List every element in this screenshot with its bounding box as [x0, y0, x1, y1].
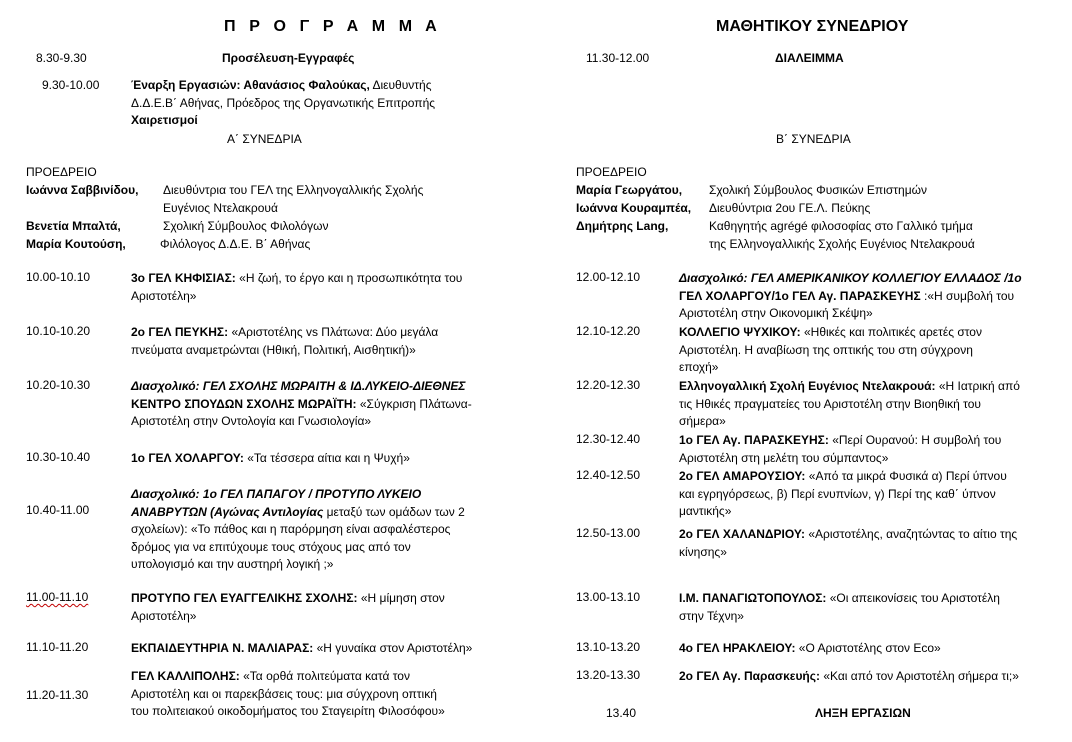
presenter-name: Διασχολικό: 1ο ΓΕΛ ΠΑΠΑΓΟΥ / ΠΡΟΤΥΠΟ ΛΥΚΕΙΟ — [131, 487, 422, 501]
presenter-name: ΓΕΛ ΚΑΛΛΙΠΟΛΗΣ: — [131, 669, 240, 683]
presentation-line — [679, 544, 1017, 562]
session-presentation — [679, 378, 1020, 431]
session-time: 12.20-12.30 — [576, 378, 641, 392]
presentation-line — [131, 590, 445, 608]
presentation-title: Αριστοτέλη» — [131, 288, 197, 303]
session-time: 10.20-10.30 — [26, 378, 91, 392]
session-time: 10.30-10.40 — [26, 450, 91, 464]
presentation-line — [679, 342, 982, 360]
arrival-time: 8.30-9.30 — [36, 51, 87, 65]
session-b-heading: Β΄ ΣΥΝΕΔΡΙΑ — [776, 132, 851, 146]
presentation-title: στην Τέχνη» — [679, 608, 744, 623]
presentation-title: «Περί Ουρανού: Η συμβολή του — [828, 433, 1002, 447]
session-b-member-role: Σχολική Σύμβουλος Φυσικών Επιστημών — [709, 183, 927, 197]
presentation-line — [131, 288, 462, 306]
presentation-title: «Τα τέσσερα αίτια και η Ψυχή» — [243, 451, 410, 465]
session-b-member-name: Μαρία Γεωργάτου, — [576, 183, 683, 197]
session-a-heading: Α΄ ΣΥΝΕΔΡΙΑ — [227, 132, 302, 146]
presentation-line — [131, 668, 445, 686]
session-a-member-name: Ιωάννα Σαββινίδου, — [26, 183, 139, 197]
presentation-title: κίνησης» — [679, 544, 727, 559]
closing-label: ΛΗΞΗ ΕΡΓΑΣΙΩΝ — [815, 706, 911, 720]
session-presentation — [679, 324, 982, 377]
closing-time: 13.40 — [606, 706, 637, 720]
presentation-title: του πολιτειακού οικοδομήματος του Σταγειρίτη Φιλοσόφου» — [131, 704, 445, 718]
left-title: Π Ρ Ο Γ Ρ Α Μ Μ Α — [224, 18, 442, 35]
session-time: 10.40-11.00 — [26, 503, 90, 517]
presenter-name: 2ο ΓΕΛ ΧΑΛΑΝΔΡΙΟΥ: — [679, 527, 805, 541]
break-time: 11.30-12.00 — [586, 51, 650, 65]
presenter-name: 4ο ΓΕΛ ΗΡΑΚΛΕΙΟΥ: — [679, 641, 796, 655]
presenter-name: ΠΡΟΤΥΠΟ ΓΕΛ ΕΥΑΓΓΕΛΙΚΗΣ ΣΧΟΛΗΣ: — [131, 591, 358, 605]
presentation-line — [679, 413, 1020, 431]
presentation-title: «Σύγκριση Πλάτωνα- — [356, 396, 472, 411]
session-presentation — [131, 640, 472, 658]
presentation-title: «Η Ιατρική από — [935, 379, 1020, 393]
presentation-title: «Από τα μικρά Φυσικά α) Περί ύπνου — [805, 469, 1007, 483]
presentation-line — [679, 305, 1022, 323]
session-time: 13.00-13.10 — [576, 590, 641, 604]
presentation-line — [131, 413, 472, 431]
session-time: 13.10-13.20 — [576, 640, 641, 654]
right-title: ΜΑΘΗΤΙΚΟΥ ΣΥΝΕΔΡΙΟΥ — [716, 18, 909, 35]
presentation-line — [679, 608, 1000, 626]
presentation-title: πνεύματα αναμετρώνται (Ηθική, Πολιτική, Αισθητική)» — [131, 342, 416, 357]
session-presentation — [679, 468, 1007, 521]
presentation-title: και εγρηγόρσεως, β) Περί ενυπνίων, γ) Περί της καθ΄ ύπνον — [679, 486, 996, 501]
opening-text — [131, 77, 435, 130]
presenter-name: ΚΕΝΤΡΟ ΣΠΟΥΔΩΝ ΣΧΟΛΗΣ ΜΩΡΑΪΤΗ: — [131, 396, 357, 411]
presentation-line — [679, 668, 1019, 686]
presenter-name: Διασχολικό: ΓΕΛ ΑΜΕΡΙΚΑΝΙΚΟΥ ΚΟΛΛΕΓΙΟΥ ΕΛΛΑΔΟΣ /1ο — [679, 271, 1022, 285]
presentation-line — [131, 504, 465, 522]
presentation-line — [679, 640, 941, 658]
presentation-line — [131, 270, 462, 288]
opening-speaker: Έναρξη Εργασιών: Αθανάσιος Φαλούκας, — [131, 78, 370, 92]
presenter-name: 3ο ΓΕΛ ΚΗΦΙΣΙΑΣ: — [131, 271, 236, 285]
session-presentation — [679, 432, 1001, 467]
presenter-name: 2ο ΓΕΛ ΑΜΑΡΟΥΣΙΟΥ: — [679, 469, 806, 483]
presentation-title: Αριστοτέλη» — [131, 608, 197, 623]
session-b-member-role: Καθηγητής agrégé φιλοσοφίας στο Γαλλικό τμήμα της Ελληνογαλλικής Σχολής Ευγένιος Ντελακρουά — [709, 219, 975, 251]
session-b-member-name: Δημήτρης Lang, — [576, 219, 669, 233]
greetings-label: Χαιρετισμοί — [131, 113, 198, 127]
session-time: 12.30-12.40 — [576, 432, 641, 446]
session-a-member-role: Φιλόλογος Δ.Δ.Ε. Β΄ Αθήνας — [160, 237, 311, 251]
session-time: 13.20-13.30 — [576, 668, 641, 682]
presentation-line — [131, 703, 445, 721]
presentation-line — [679, 359, 982, 377]
opening-time: 9.30-10.00 — [42, 78, 100, 92]
presentation-line — [679, 270, 1022, 288]
session-time: 10.10-10.20 — [26, 324, 91, 338]
presentation-title: «Η ζωή, το έργο και η προσωπικότητα του — [235, 271, 463, 285]
presentation-line — [679, 468, 1007, 486]
presentation-line — [131, 556, 465, 574]
session-presentation — [679, 668, 1019, 686]
presentation-title: «Η μίμηση στον — [357, 591, 445, 605]
session-a-member-name: Μαρία Κουτούση, — [26, 237, 126, 251]
presenter-name: 1ο ΓΕΛ Αγ. ΠΑΡΑΣΚΕΥΗΣ: — [679, 433, 829, 447]
session-time: 11.00-11.10 — [26, 590, 89, 604]
presentation-line — [131, 378, 472, 396]
presenter-name: ΕΚΠΑΙΔΕΥΤΗΡΙΑ Ν. ΜΑΛΙΑΡΑΣ: — [131, 641, 314, 655]
presenter-name: 2ο ΓΕΛ ΠΕΥΚΗΣ: — [131, 325, 229, 339]
presentation-title: δρόμος για να επιτύχουμε τους στόχους μας από τον — [131, 539, 411, 554]
presentation-title: Αριστοτέλη στην Οικονομική Σκέψη» — [679, 306, 873, 320]
presentation-title: τις Ηθικές πραγματείες του Αριστοτέλη στην Βιοηθική του — [679, 396, 981, 411]
presentation-title: εποχή» — [679, 360, 719, 374]
presenter-name: 1ο ΓΕΛ ΧΟΛΑΡΓΟΥ: — [131, 451, 244, 465]
presentation-title: «Και από τον Αριστοτέλη σήμερα τι;» — [820, 669, 1019, 683]
presentation-title: «Ο Αριστοτέλης στον Eco» — [795, 641, 941, 655]
opening-role-line2: Δ.Δ.Ε.Β΄ Αθήνας, Πρόεδρος της Οργανωτικής Επιτροπής — [131, 95, 436, 110]
presenter-name: ΓΕΛ ΧΟΛΑΡΓΟΥ/1ο ΓΕΛ Αγ. ΠΑΡΑΣΚΕΥΗΣ — [679, 288, 921, 303]
session-presentation — [679, 590, 1000, 625]
arrival-label: Προσέλευση-Εγγραφές — [222, 51, 355, 65]
presentation-title: Αριστοτέλη. Η αναβίωση της οπτικής του στη σύγχρονη — [679, 342, 973, 357]
presentation-title: «Τα ορθά πολιτεύματα κατά τον — [239, 669, 410, 683]
presentation-line — [679, 324, 982, 342]
session-time: 12.40-12.50 — [576, 468, 641, 482]
presenter-name: ΑΝΑΒΡΥΤΩΝ (Αγώνας Αντιλογίας — [131, 504, 324, 519]
session-time: 11.10-11.20 — [26, 640, 89, 654]
session-presentation — [131, 590, 445, 625]
presentation-title: μαντικής» — [679, 504, 732, 518]
session-time: 12.50-13.00 — [576, 526, 641, 540]
session-time: 10.00-10.10 — [26, 270, 91, 284]
presenter-name: Ελληνογαλλική Σχολή Ευγένιος Ντελακρουά: — [679, 379, 936, 393]
presentation-line — [679, 503, 1007, 521]
opening-role: Διευθυντής — [369, 78, 432, 92]
presentation-title: υπολογισμό και την αυστηρή λογική ;» — [131, 557, 334, 571]
session-presentation — [131, 486, 465, 574]
presentation-line — [131, 608, 445, 626]
presentation-title: :«Η συμβολή του — [920, 288, 1015, 303]
presentation-line — [679, 486, 1007, 504]
presentation-line — [679, 450, 1001, 468]
session-presentation — [679, 270, 1022, 323]
session-a-member-role: Σχολική Σύμβουλος Φιλολόγων — [163, 219, 329, 233]
presentation-title: «Η γυναίκα στον Αριστοτέλη» — [313, 641, 473, 655]
presentation-line — [131, 396, 472, 414]
presentation-title: «Αριστοτέλης vs Πλάτωνα: Δύο μεγάλα — [228, 325, 439, 339]
presentation-title: «Ηθικές και πολιτικές αρετές στον — [800, 325, 982, 339]
presenter-name: 2ο ΓΕΛ Αγ. Παρασκευής: — [679, 669, 820, 683]
session-presentation — [679, 526, 1017, 561]
presentation-title: Αριστοτέλη στην Οντολογία και Γνωσιολογία» — [131, 414, 372, 428]
session-presentation — [131, 450, 410, 468]
presentation-line — [679, 396, 1020, 414]
presentation-line — [679, 590, 1000, 608]
session-presentation — [679, 640, 941, 658]
session-time: 11.20-11.30 — [26, 688, 89, 702]
session-presentation — [131, 270, 462, 305]
presenter-name: Ι.Μ. ΠΑΝΑΓΙΩΤΟΠΟΥΛΟΣ: — [679, 591, 827, 605]
presenter-name: ΚΟΛΛΕΓΙΟ ΨΥΧΙΚΟΥ: — [679, 325, 801, 339]
presentation-line — [131, 640, 472, 658]
presentation-line — [131, 521, 465, 539]
presentation-line — [131, 324, 438, 342]
presentation-line — [679, 378, 1020, 396]
presentation-title: σήμερα» — [679, 414, 726, 428]
session-presentation — [131, 668, 445, 721]
presentation-line — [679, 526, 1017, 544]
presentation-line — [679, 432, 1001, 450]
break-label: ΔΙΑΛΕΙΜΜΑ — [775, 51, 844, 65]
session-a-board-label: ΠΡΟΕΔΡΕΙΟ — [26, 165, 97, 179]
presentation-line — [131, 686, 445, 704]
session-presentation — [131, 378, 472, 431]
presentation-line — [131, 450, 410, 468]
session-presentation — [131, 324, 438, 359]
session-a-member-name: Βενετία Μπαλτά, — [26, 219, 121, 233]
presentation-title: «Αριστοτέλης, αναζητώντας το αίτιο της — [804, 527, 1018, 541]
session-b-board-label: ΠΡΟΕΔΡΕΙΟ — [576, 165, 647, 179]
presentation-line — [679, 288, 1022, 306]
session-a-member-role: Διευθύντρια του ΓΕΛ της Ελληνογαλλικής Σχολής Ευγένιος Ντελακρουά — [163, 183, 424, 215]
presentation-title: Αριστοτέλη στη μελέτη του σύμπαντος» — [679, 450, 889, 465]
presentation-line — [131, 486, 465, 504]
presentation-title: μεταξύ των ομάδων των 2 — [323, 504, 465, 519]
session-b-member-name: Ιωάννα Κουραμπέα, — [576, 201, 692, 215]
presentation-line — [131, 342, 438, 360]
session-time: 12.10-12.20 — [576, 324, 641, 338]
session-time: 12.00-12.10 — [576, 270, 641, 284]
presentation-title: Αριστοτέλη και οι παρεκβάσεις τους: μια σύγχρονη οπτική — [131, 686, 437, 701]
presentation-title: σχολείων): «Το πάθος και η παρόρμηση είναι ασφαλέστερος — [131, 522, 451, 536]
session-b-member-role: Διευθύντρια 2ου ΓΕ.Λ. Πεύκης — [709, 201, 871, 215]
presentation-line — [131, 539, 465, 557]
presentation-title: «Οι απεικονίσεις του Αριστοτέλη — [826, 591, 1000, 605]
presenter-name: Διασχολικό: ΓΕΛ ΣΧΟΛΗΣ ΜΩΡΑΙΤΗ & ΙΔ.ΛΥΚΕΙΟ-ΔΙΕΘΝΕΣ — [131, 379, 466, 393]
